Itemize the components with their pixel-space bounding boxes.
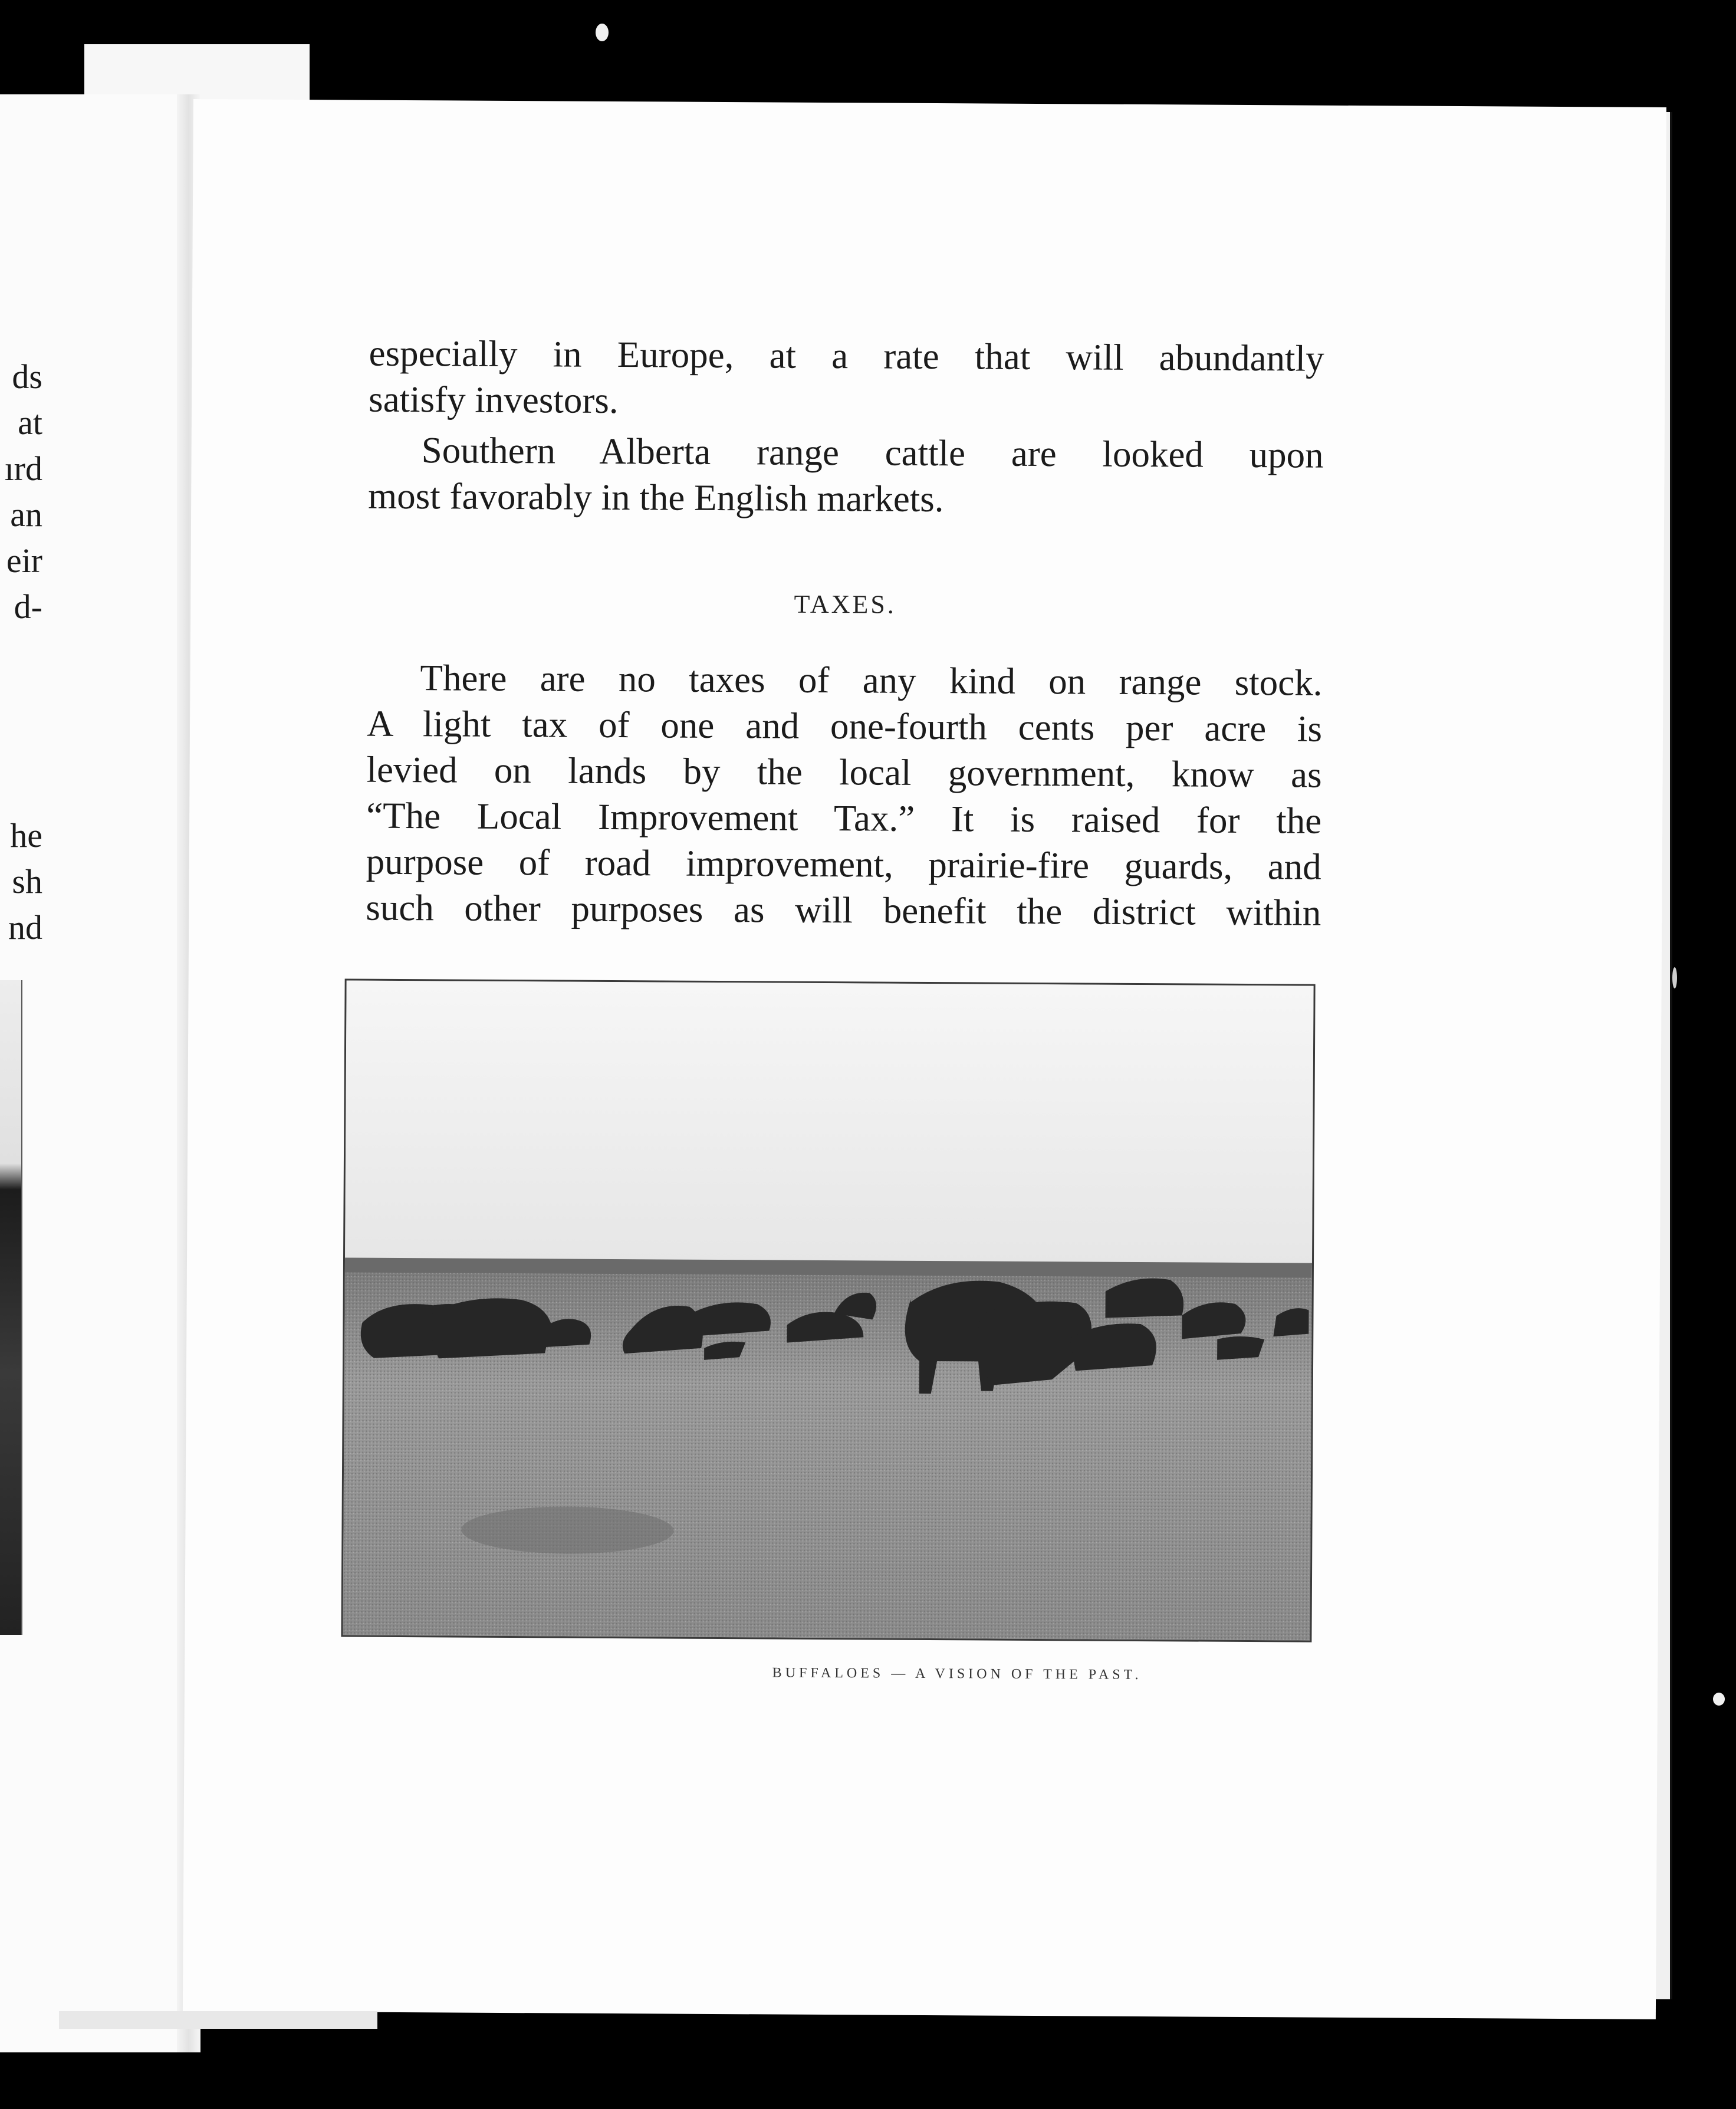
page-bottom-edge	[59, 2011, 377, 2029]
intro-paragraph	[369, 330, 1324, 428]
text-line: A light tax of one and one-fourth cents per acre is	[366, 702, 1323, 750]
photo-caption: BUFFALOES — A VISION OF THE PAST.	[772, 1665, 1142, 1683]
left-text-fragment: nd	[8, 908, 42, 947]
text-line: satisfy investors.	[368, 378, 619, 422]
text-line: There are no taxes of any kind on range stock.	[420, 657, 1323, 704]
left-text-fragment: he	[10, 816, 42, 855]
taxes-paragraph	[366, 655, 1323, 936]
left-page-photo-edge	[0, 980, 22, 1635]
left-text-fragment: ds	[12, 357, 42, 396]
text-line: levied on lands by the local government, know as	[366, 748, 1322, 796]
left-text-fragment: d-	[14, 587, 42, 626]
text-line: such other purposes as will benefit the district within	[366, 886, 1321, 934]
left-text-fragment: an	[10, 495, 42, 534]
text-line: “The Local Improvement Tax.” It is raised for the	[366, 794, 1322, 842]
scan-speck	[596, 24, 609, 41]
left-text-fragment: at	[18, 403, 42, 442]
scan-speck	[1672, 967, 1677, 988]
scan-speck	[1713, 1693, 1725, 1706]
buffalo-photograph	[341, 978, 1315, 1642]
left-text-fragment: eir	[6, 541, 42, 580]
text-line: Southern Alberta range cattle are looked upon	[421, 429, 1324, 476]
left-text-fragment: sh	[12, 862, 42, 901]
left-facing-page	[0, 94, 195, 2052]
right-page	[183, 99, 1666, 2019]
buffalo-herd-image	[343, 980, 1313, 1640]
markets-paragraph	[368, 427, 1324, 524]
text-line: purpose of road improvement, prairie-fire guards, and	[366, 840, 1321, 888]
text-line: especially in Europe, at a rate that will abundantly	[369, 332, 1324, 379]
text-line: most favorably in the English markets.	[368, 475, 944, 520]
section-heading: TAXES.	[794, 589, 896, 619]
left-text-fragment: ırd	[4, 449, 42, 488]
